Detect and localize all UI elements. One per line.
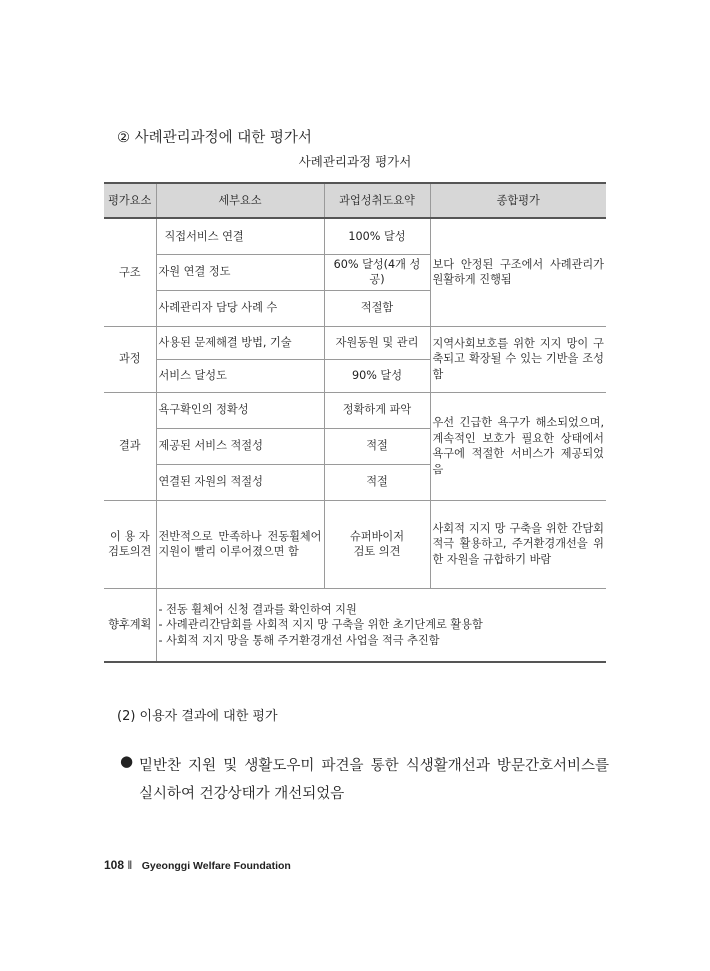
detail-cell: 직접서비스 연결 [156,218,324,254]
table-header-row [104,183,606,218]
detail-cell: 사례관리자 담당 사례 수 [156,290,324,326]
footer-separator: ‖ [127,858,133,872]
detail-cell: 서비스 달성도 [156,359,324,392]
row-label-review [104,500,156,588]
table-row [104,326,606,359]
summary-cell: 자원동원 및 관리 [324,326,430,359]
table-row [104,588,606,662]
detail-cell: 전반적으로 만족하나 전동휠체어 지원이 빨리 이루어졌으면 함 [156,500,324,588]
detail-cell: 사용된 문제해결 방법, 기술 [156,326,324,359]
detail-cell: 자원 연결 정도 [156,254,324,290]
summary-cell: 90% 달성 [324,359,430,392]
page-footer [104,858,291,872]
overall-cell: 보다 안정된 구조에서 사례관리가 원활하게 진행됨 [430,218,606,326]
table-row [104,392,606,428]
row-label-result: 결과 [104,392,156,500]
row-label-structure: 구조 [104,218,156,326]
summary-cell: 적절 [324,428,430,464]
future-plan-item: - 사회적 지지 망을 통해 주거환경개선 사업을 적극 추진함 [158,633,440,647]
review-label-line2: 검토의견 [108,545,152,558]
future-plan-item: - 사례관리간담회를 사회적 지지 망 구축을 위한 초기단계로 활용함 [158,618,483,631]
bullet-text: 밑반찬 지원 및 생활도우미 파견을 통한 식생활개선과 방문간호서비스를 실시하여 건강상태가 개선되었음 [139,758,609,802]
summary-cell: 100% 달성 [324,218,430,254]
supervisor-label-line1: 슈퍼바이저 [349,529,405,543]
overall-cell: 지역사회보호를 위한 지지 망이 구축되고 확장될 수 있는 기반을 조성함 [430,326,606,392]
subsection-heading: (2) 이용자 결과에 대한 평가 [117,709,278,724]
evaluation-table [104,182,606,663]
header-overall: 종합평가 [430,183,606,218]
overall-cell: 사회적 지지 망 구축을 위한 간담회 적극 활용하고, 주거환경개선을 위한 자원을 규합하기 바람 [430,500,606,588]
header-element: 평가요소 [104,183,156,218]
future-plan-item: - 전동 휠체어 신청 결과를 확인하여 지원 [158,602,357,616]
detail-cell: 욕구확인의 정확성 [156,392,324,428]
summary-cell: 60% 달성(4개 성공) [324,254,430,290]
table-row [104,500,606,588]
table-row [104,218,606,254]
future-plan-cell [156,588,606,662]
detail-cell: 연결된 자원의 적절성 [156,464,324,500]
detail-cell: 제공된 서비스 적절성 [156,428,324,464]
summary-cell [324,500,430,588]
footer-organization: Gyeonggi Welfare Foundation [141,860,291,872]
bullet-icon: ● [120,752,134,770]
row-label-future: 향후계획 [104,588,156,662]
header-summary: 과업성취도요약 [324,183,430,218]
header-detail: 세부요소 [156,183,324,218]
summary-cell: 적절 [324,464,430,500]
section-heading: ② 사례관리과정에 대한 평가서 [117,130,312,146]
supervisor-label-line2: 검토 의견 [353,545,401,558]
table-caption: 사례관리과정 평가서 [298,154,412,169]
summary-cell: 적절함 [324,290,430,326]
review-label-line1: 이 용 자 [109,529,150,543]
page-number: 108 [104,858,125,872]
summary-cell: 정확하게 파악 [324,392,430,428]
overall-cell: 우선 긴급한 욕구가 해소되었으며, 계속적인 보호가 필요한 상태에서 욕구에 적절한 서비스가 제공되었음 [430,392,606,500]
row-label-process: 과정 [104,326,156,392]
